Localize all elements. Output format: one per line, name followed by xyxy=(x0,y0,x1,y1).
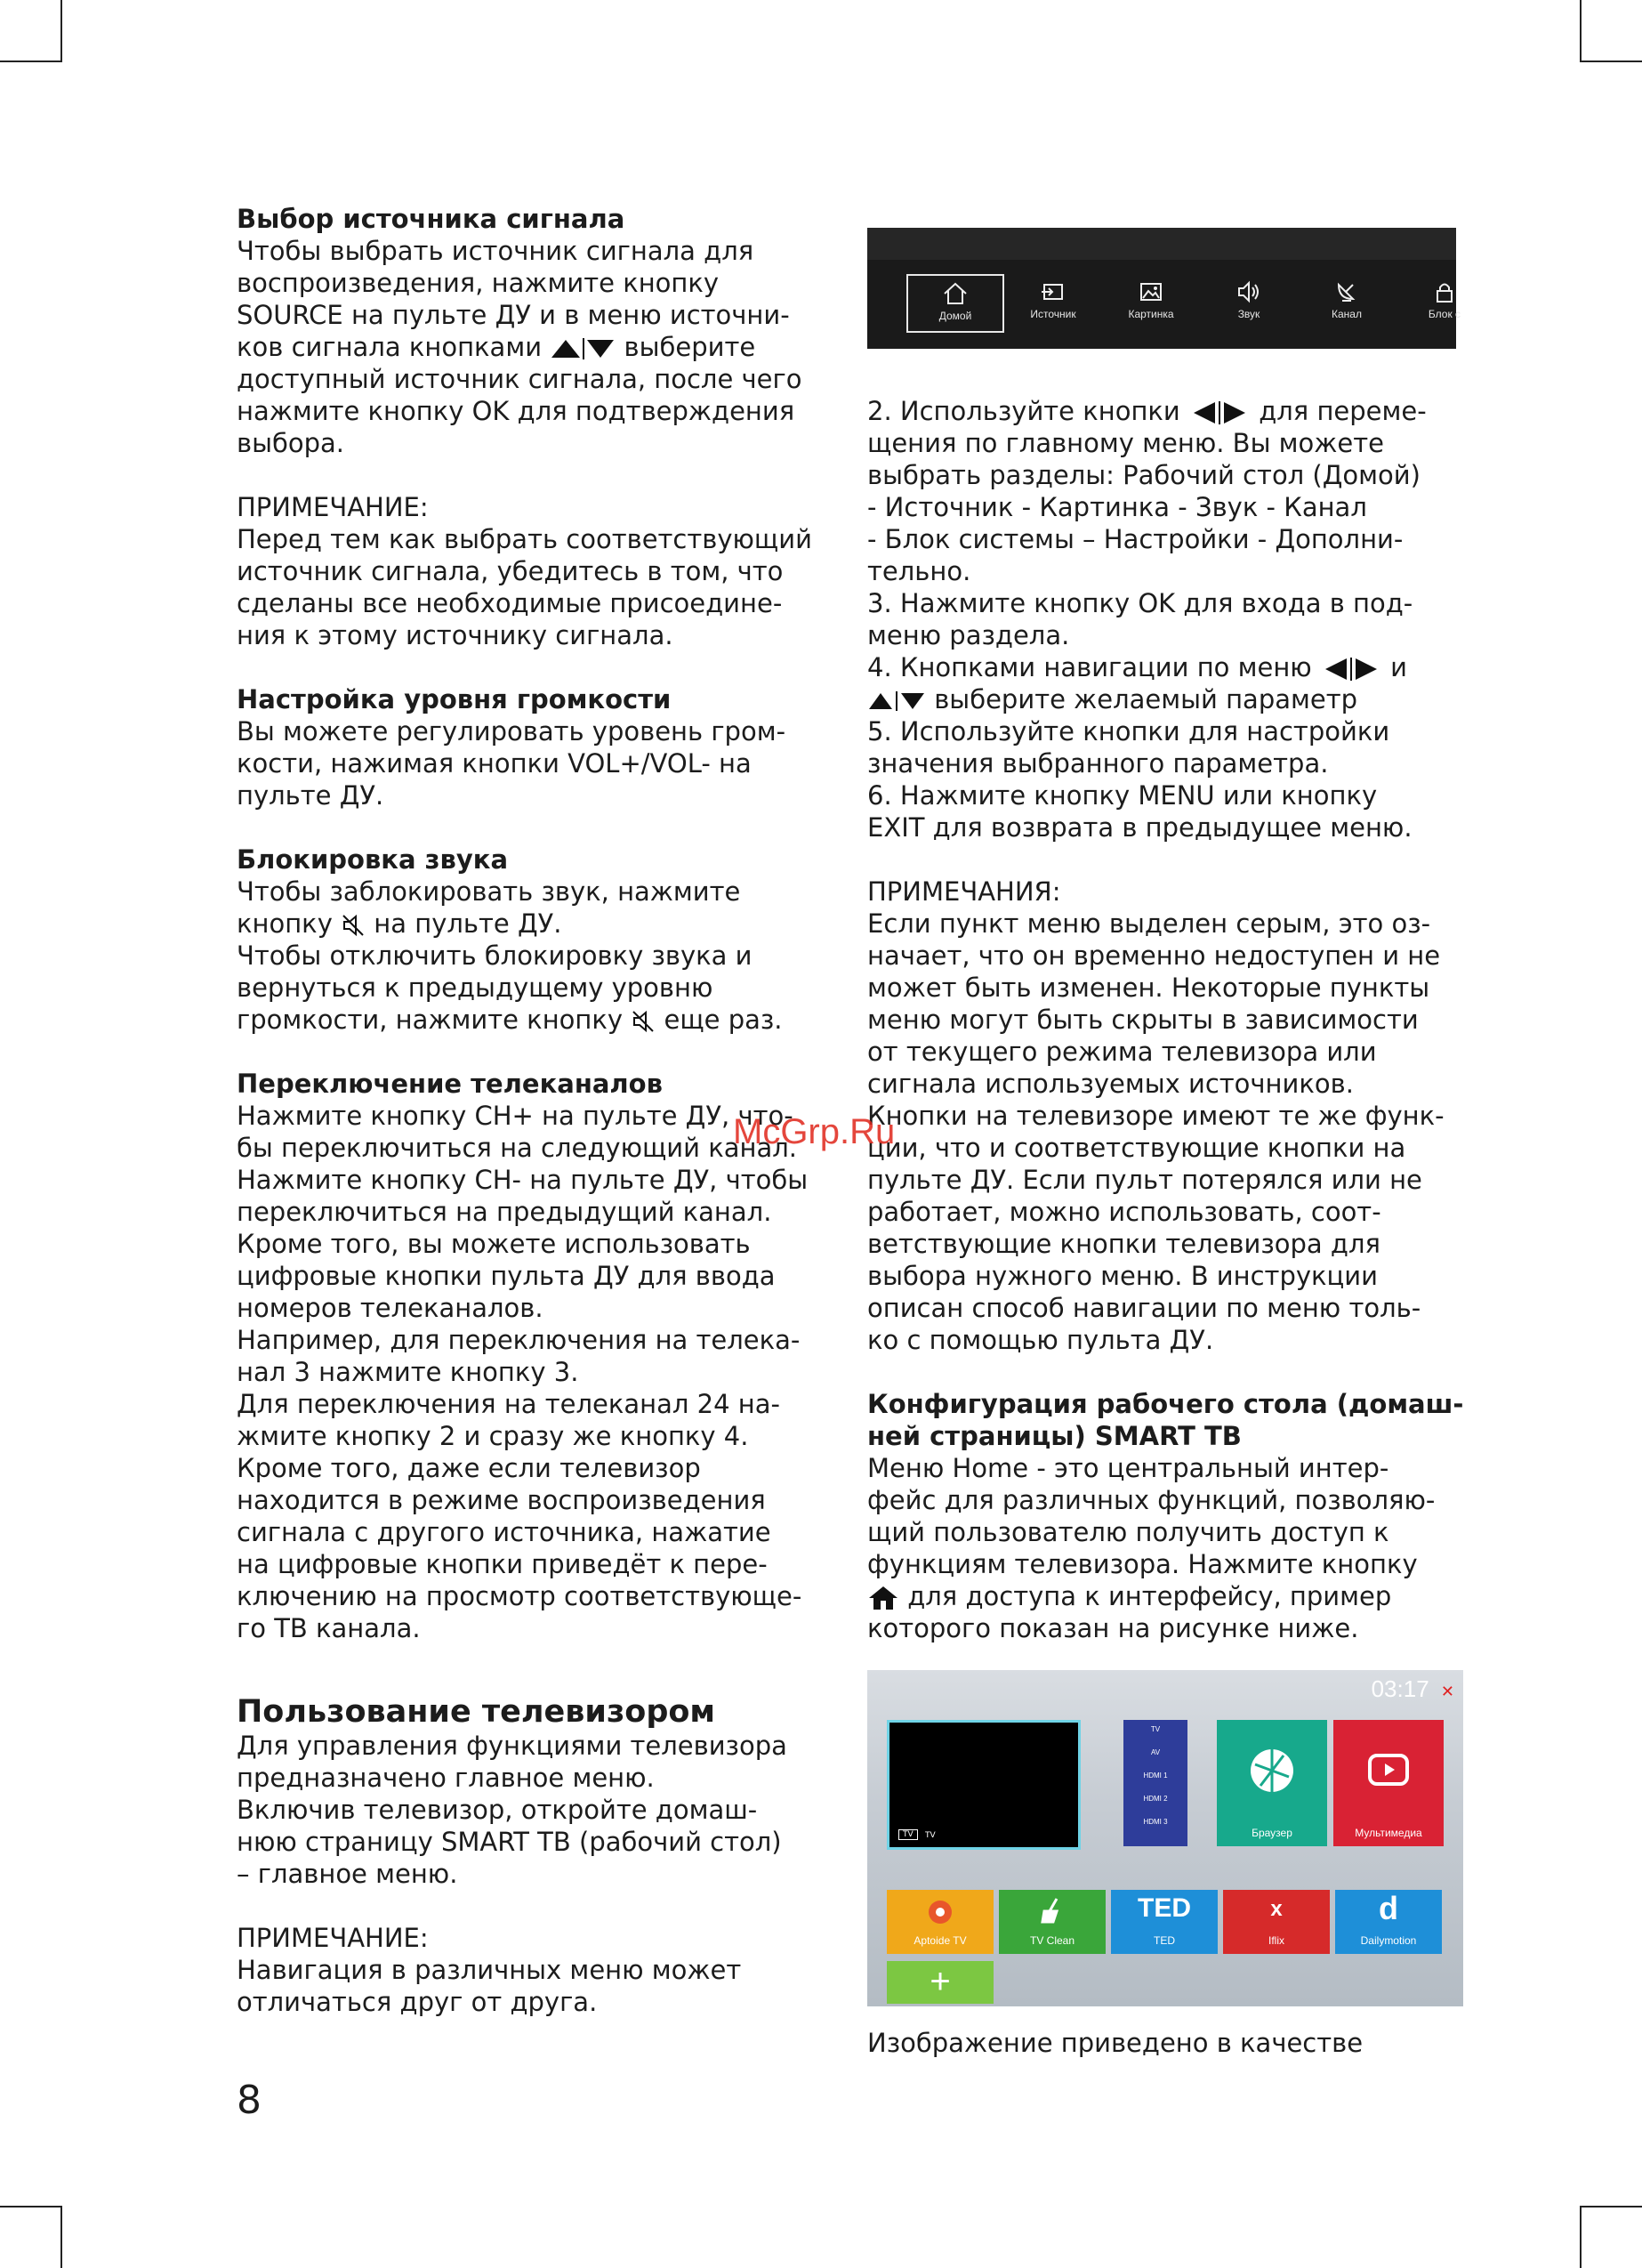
heading-smart-tv-config: Конфигурация рабочего стола (домаш- ней страницы) SMART ТВ xyxy=(867,1389,1464,1451)
picture-icon xyxy=(1138,279,1164,304)
satellite-icon xyxy=(1333,279,1360,304)
paragraph-home-menu-3: которого показан на рисунке ниже. xyxy=(867,1613,1359,1643)
mute-line-3: Чтобы отключить блокировку звука и вернуться к предыдущему уровню xyxy=(237,940,753,1003)
page-number: 8 xyxy=(237,2078,262,2123)
crop-mark xyxy=(60,0,62,62)
watermark: McGrp.Ru xyxy=(733,1112,896,1151)
mute-line-2: кнопку на пульте ДУ. xyxy=(237,908,562,939)
crop-mark xyxy=(0,2206,62,2207)
crop-mark xyxy=(1580,2206,1582,2268)
menu-item-source[interactable]: Источник xyxy=(1004,274,1102,333)
tv-badge: TV xyxy=(898,1829,918,1840)
aptoide-icon xyxy=(925,1895,955,1925)
left-right-arrows-icon xyxy=(1188,400,1251,426)
speaker-icon xyxy=(1236,279,1262,304)
crop-mark xyxy=(60,2206,62,2268)
status-area xyxy=(1372,1675,1454,1703)
home-icon xyxy=(942,281,969,306)
smart-tv-home-screenshot xyxy=(867,1670,1463,2006)
crop-mark xyxy=(1580,61,1642,62)
source-item[interactable]: HDMI 2 xyxy=(1143,1795,1168,1803)
source-item[interactable]: TV xyxy=(1150,1725,1161,1733)
home-icon xyxy=(867,1585,899,1611)
menu-item-picture[interactable]: Картинка xyxy=(1102,274,1200,333)
mute-icon xyxy=(341,913,366,938)
left-column xyxy=(237,203,841,2018)
heading-source: Выбор источника сигнала xyxy=(237,204,625,234)
steps-2-3-text: щения по главному меню. Вы можете выбрать разделы: Рабочий стол (Домой) - Источник - Картинка - Звук - Канал - Блок системы – Настройки - Дополни- тельно. 3. Нажмите кнопку OK для входа в под- меню раздела. xyxy=(867,428,1421,650)
globe-icon xyxy=(1248,1747,1296,1795)
crop-mark xyxy=(0,61,62,62)
menu-item-sound[interactable]: Звук xyxy=(1200,274,1298,333)
broom-icon xyxy=(1037,1895,1067,1925)
ted-logo: TED xyxy=(1138,1893,1191,1923)
source-item[interactable]: AV xyxy=(1150,1748,1161,1756)
notes-title: ПРИМЕЧАНИЯ: xyxy=(867,876,1061,907)
source-panel[interactable] xyxy=(1123,1720,1187,1846)
mute-icon xyxy=(631,1009,656,1034)
paragraph-source-1: Чтобы выбрать источник сигнала для воспроизведения, нажмите кнопку SOURCE на пульте ДУ и в меню источни- ков сигнала кнопками выберите xyxy=(237,236,790,362)
step-2-line: 2. Используйте кнопки для переме- xyxy=(867,396,1427,426)
mute-line-4: громкости, нажмите кнопку еще раз. xyxy=(237,1005,783,1035)
tv-main-menu-bar xyxy=(867,228,1461,349)
source-icon xyxy=(1040,279,1066,304)
menu-item-channel[interactable]: Канал xyxy=(1298,274,1396,333)
note-text-1: Перед тем как выбрать соответствующий источник сигнала, убедитесь в том, что сделаны все необходимые присоедине- ния к этому источнику сигнала. xyxy=(237,524,812,650)
crop-mark xyxy=(1580,0,1582,62)
step-4-line: 4. Кнопками навигации по меню и xyxy=(867,652,1408,682)
app-tile-tv-clean[interactable]: TV Clean xyxy=(999,1890,1106,1954)
app-tile-dailymotion[interactable]: d Dailymotion xyxy=(1335,1890,1442,1954)
left-right-arrows-icon xyxy=(1320,656,1382,682)
paragraph-home-menu: Меню Home - это центральный интер- фейс для различных функций, позволяю- щий пользователю получить доступ к функциям телевизора. Нажмите кнопку xyxy=(867,1453,1436,1579)
add-app-button[interactable] xyxy=(887,1961,994,2004)
plus-icon: + xyxy=(930,1962,951,2001)
step-4-line-2: выберите желаемый параметр xyxy=(867,683,1472,715)
heading-volume: Настройка уровня громкости xyxy=(237,684,672,714)
menu-item-home[interactable]: Домой xyxy=(906,274,1004,333)
play-icon xyxy=(1364,1747,1413,1795)
menu-item-system-lock[interactable]: Блок с xyxy=(1396,274,1493,333)
clock: 03:17 xyxy=(1371,1675,1429,1702)
up-down-arrows-icon xyxy=(867,690,926,713)
close-icon: ✕ xyxy=(1440,1683,1454,1700)
note-title-2: ПРИМЕЧАНИЕ: xyxy=(237,1923,429,1953)
app-tile-browser[interactable]: Браузер xyxy=(1217,1720,1327,1846)
mute-line-1: Чтобы заблокировать звук, нажмите xyxy=(237,876,741,907)
notes-text: Если пункт меню выделен серым, это оз- начает, что он временно недоступен и не может быть изменен. Некоторые пункты меню могут быть скрыты в зависимости от текущего режима телевизора или сигнала используемых источников. Кнопки на телевизоре имеют те же функ- ции, что и соответствующие кнопки на пульте ДУ. Если пульт потерялся или не работает, можно использовать, соот- ветствующие кнопки телевизора для выбора нужного меню. В инструкции описан способ навигации по меню толь- ко с помощью пульта ДУ. xyxy=(867,908,1445,1355)
iflix-logo: x xyxy=(1270,1897,1283,1921)
steps-5-6-text: 5. Используйте кнопки для настройки значения выбранного параметра. 6. Нажмите кнопку MENU или кнопку EXIT для возврата в предыдущее меню. xyxy=(867,716,1413,843)
tv-preview-window[interactable] xyxy=(887,1720,1081,1850)
heading-mute: Блокировка звука xyxy=(237,844,509,875)
lock-icon xyxy=(1431,279,1458,304)
app-tile-ted[interactable]: TED TED xyxy=(1111,1890,1218,1954)
up-down-arrows-icon xyxy=(550,336,616,361)
app-tile-multimedia[interactable]: Мультимедиа xyxy=(1333,1720,1444,1846)
paragraph-main-menu: Для управления функциями телевизора предназначено главное меню. Включив телевизор, откройте домаш- нюю страницу SMART ТВ (рабочий стол) – главное меню. xyxy=(237,1731,787,1889)
right-column xyxy=(867,395,1472,1644)
source-item[interactable]: HDMI 3 xyxy=(1143,1818,1168,1826)
section-title-using-tv: Пользование телевизором xyxy=(237,1694,716,1730)
paragraph-channels: Нажмите кнопку CH+ на пульте ДУ, что- бы переключиться на следующий канал. Нажмите кнопку CH- на пульте ДУ, чтобы переключиться на предыдущий канал. Кроме того, вы можете использовать цифровые кнопки пульта ДУ для ввода номеров телеканалов. Например, для переключения на телека- нал 3 нажмите кнопку 3. Для переключения на телеканал 24 на- жмите кнопку 2 и сразу же кнопку 4. Кроме того, даже если телевизор находится в режиме воспроизведения сигнала с другого источника, нажатие на цифровые кнопки приведёт к пере- ключению на просмотр соответствующе- го ТВ канала. xyxy=(237,1101,809,1643)
app-tile-iflix[interactable]: x Iflix xyxy=(1223,1890,1330,1954)
crop-mark xyxy=(1580,2206,1642,2207)
app-tile-aptoide[interactable]: Aptoide TV xyxy=(887,1890,994,1954)
heading-channels: Переключение телеканалов xyxy=(237,1069,663,1099)
paragraph-volume: Вы можете регулировать уровень гром- кости, нажимая кнопки VOL+/VOL- на пульте ДУ. xyxy=(237,716,786,811)
paragraph-home-menu-2: для доступа к интерфейсу, пример xyxy=(867,1580,1472,1612)
tv-label: TV xyxy=(925,1831,936,1840)
note-text-2: Навигация в различных меню может отличаться друг от друга. xyxy=(237,1955,742,2017)
dailymotion-logo: d xyxy=(1379,1890,1398,1926)
source-item[interactable]: HDMI 1 xyxy=(1143,1772,1168,1780)
note-title-1: ПРИМЕЧАНИЕ: xyxy=(237,492,429,522)
figure-caption: Изображение приведено в качестве xyxy=(867,2028,1364,2058)
menu-bar-top-strip xyxy=(867,228,1456,260)
paragraph-source-2: доступный источник сигнала, после чего нажмите кнопку OK для подтверждения выбора. xyxy=(237,364,802,458)
